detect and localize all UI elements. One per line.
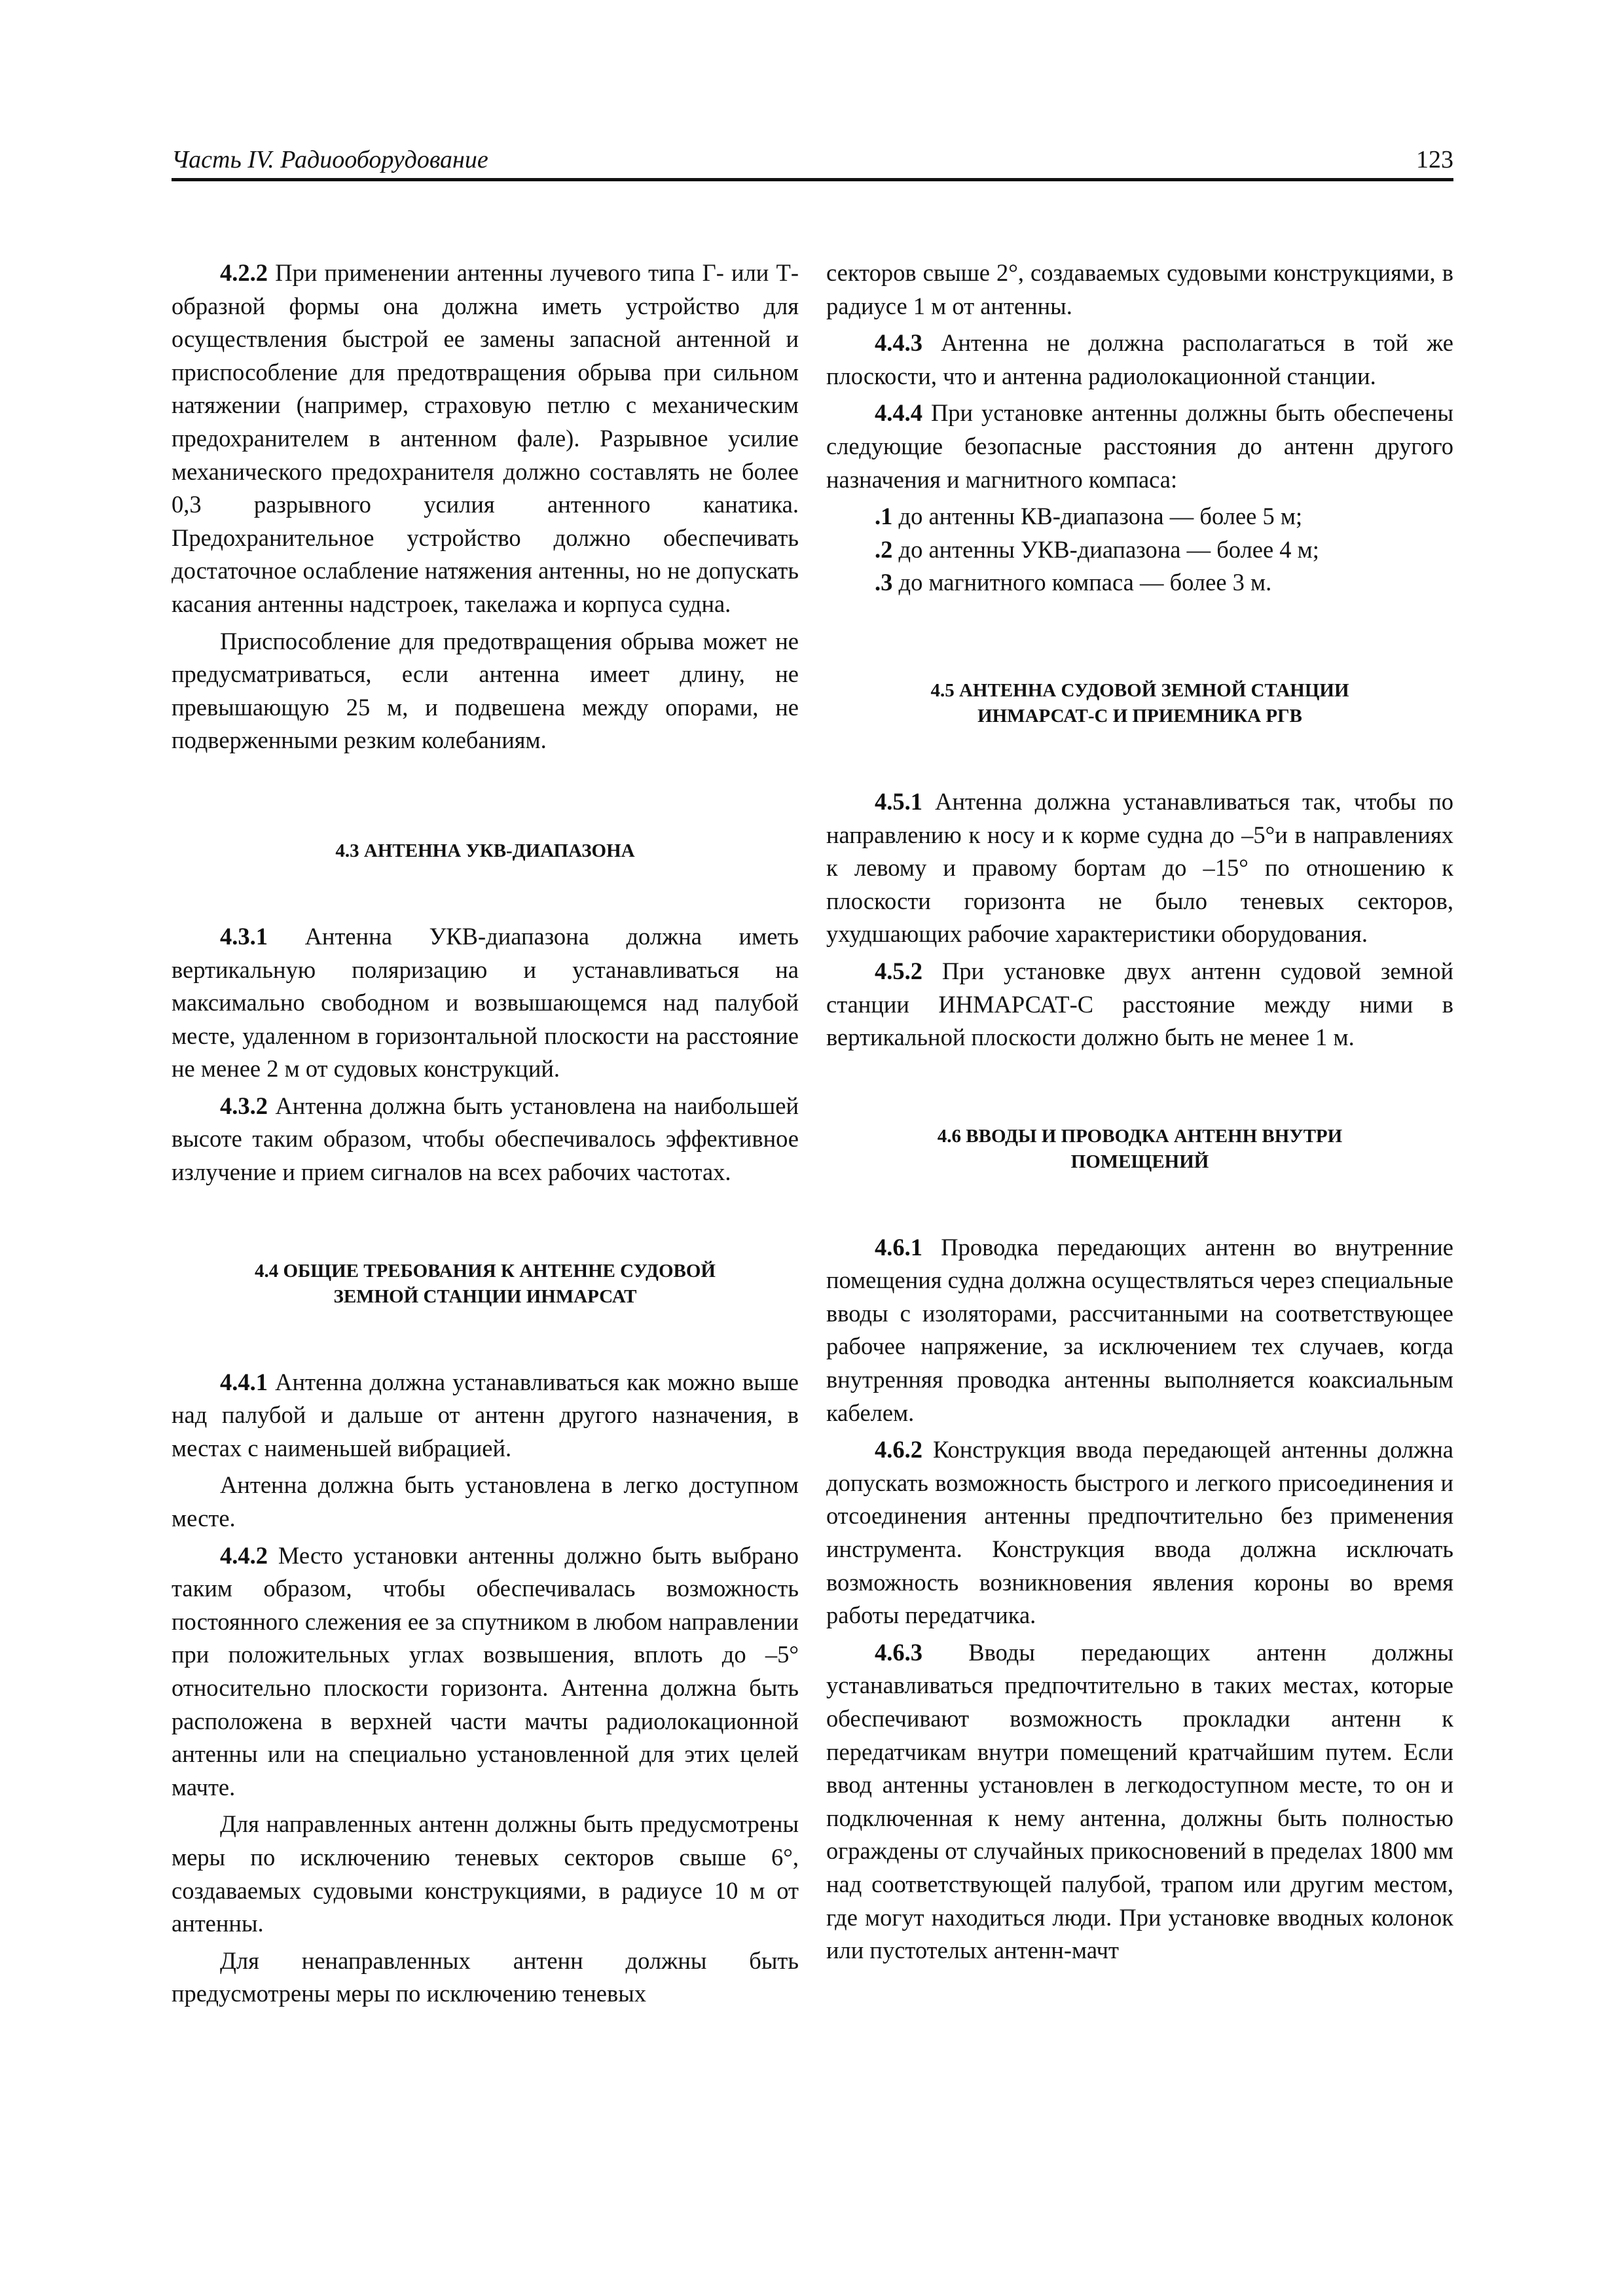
clause-number: 4.5.2 xyxy=(875,957,922,984)
clause-number: 4.3.1 xyxy=(220,922,268,950)
paragraph-4-5-2: 4.5.2 При установке двух антенн судовой земной станции ИНМАРСАТ-С расстояние между ними в вертикальной плоскости должно быть не менее 1 м. xyxy=(826,957,1453,1051)
paragraph-4-4-2-c: Для ненаправленных антенн должны быть предусмотрены меры по исключению теневых xyxy=(172,1946,799,2007)
paragraph-4-5-1: 4.5.1 Антенна должна устанавливаться так, чтобы по направлению к носу и к корме судна до –5°и в направлениях к левому и правому бортам до –15° по отношению к плоскости горизонта не было теневых секторов, ухудшающих рабочие характеристики оборудования. xyxy=(826,787,1453,948)
paragraph-4-4-3: 4.4.3 Антенна не должна располагаться в той же плоскости, что и антенна радиолокационной станции. xyxy=(826,329,1453,389)
list-item: .2 до антенны УКВ-диапазона — более 4 м; xyxy=(875,535,1319,563)
paragraph-4-6-2: 4.6.2 Конструкция ввода передающей антенны должна допускать возможность быстрого и легкого присоединения и отсоединения антенны предпочтительно без применения инструмента. Конструкция ввода должна исключать возможность возникновения явления короны во время работы передатчика. xyxy=(826,1436,1453,1629)
paragraph-4-4-2-b: Для направленных антенн должны быть предусмотрены меры по исключению теневых секторов свыше 6°, создаваемых судовыми конструкциями, в радиусе 10 м от антенны. xyxy=(172,1810,799,1937)
paragraph-continued: секторов свыше 2°, создаваемых судовыми конструкциями, в радиусе 1 м от антенны. xyxy=(826,259,1453,319)
page-header xyxy=(172,143,1453,181)
clause-number: 4.6.2 xyxy=(875,1436,922,1463)
clause-number: 4.4.2 xyxy=(220,1541,268,1569)
clause-number: 4.2.2 xyxy=(220,259,268,286)
clause-number: 4.4.1 xyxy=(220,1368,268,1395)
list-item: .1 до антенны КВ-диапазона — более 5 м; xyxy=(875,503,1303,530)
clause-number: 4.4.3 xyxy=(875,329,922,357)
clause-number: 4.4.4 xyxy=(875,399,922,427)
paragraph-4-4-2: 4.4.2 Место установки антенны должно быть выбрано таким образом, чтобы обеспечивалась возможность постоянного слежения ее за спутником в любом направлении при положительных углах возвышения, вплоть до –5° относительно плоскости горизонта. Антенна должна быть расположена в верхней части мачты радиолокационной антенны или на специально установленной для этих целей мачте. xyxy=(172,1541,799,1801)
paragraph-4-4-1: 4.4.1 Антенна должна устанавливаться как можно выше над палубой и дальше от антенн другого назначения, в местах с наименьшей вибрацией. xyxy=(172,1368,799,1462)
paragraph-4-6-1: 4.6.1 Проводка передающих антенн во внутренние помещения судна должна осуществляться через специальные вводы с изоляторами, рассчитанными на соответствующее рабочее напряжение, за исключением тех случаев, когда внутренняя проводка антенны выполняется коаксиальным кабелем. xyxy=(826,1233,1454,1426)
left-column xyxy=(172,257,799,2015)
section-heading-4-4: 4.4 ОБЩИЕ ТРЕБОВАНИЯ К АНТЕННЕ СУДОВОЙ ЗЕМНОЙ СТАНЦИИ ИНМАРСАТ xyxy=(255,1260,716,1307)
paragraph-4-2-2: 4.2.2 При применении антенны лучевого типа Г- или Т-образной формы она должна иметь устройство для осуществления быстрой ее замены запасной антенной и приспособление для предотвращения обрыва при сильном натяжении (например, страховую петлю с механическим предохранителем в антенном фале). Разрывное усилие механического предохранителя должно составлять не более 0,3 разрывного усилия антенного канатика. Предохранительное устройство должно обеспечивать достаточное ослабление натяжения антенны, но не допускать касания антенны надстроек, такелажа и корпуса судна. xyxy=(172,259,799,617)
clause-number: 4.6.3 xyxy=(875,1638,922,1666)
paragraph-4-4-1-b: Антенна должна быть установлена в легко доступном месте. xyxy=(172,1471,799,1532)
clause-number: 4.5.1 xyxy=(875,787,922,815)
right-column xyxy=(826,257,1453,1971)
paragraph-4-4-4: 4.4.4 При установке антенны должны быть обеспечены следующие безопасные расстояния до антенн другого назначения и магнитного компаса: xyxy=(826,399,1453,493)
clause-number: 4.6.1 xyxy=(875,1233,922,1261)
section-heading-4-6: 4.6 ВВОДЫ И ПРОВОДКА АНТЕНН ВНУТРИ ПОМЕЩЕНИЙ xyxy=(937,1125,1343,1172)
paragraph-4-2-2-b: Приспособление для предотвращения обрыва может не предусматриваться, если антенна имеет длину, не превышающую 25 м, и подвешена между опорами, не подверженными резким колебаниям. xyxy=(172,627,799,754)
paragraph-4-6-3: 4.6.3 Вводы передающих антенн должны устанавливаться предпочтительно в таких местах, которые обеспечивают возможность прокладки антенн к передатчикам внутри помещений кратчайшим путем. Если ввод антенны установлен в легкодоступном месте, то он и подключенная к нему антенна, должны быть полностью ограждены от случайных прикосновений в пределах 1800 мм над соответствующей палубой, трапом или другим местом, где могут находиться люди. При установке вводных колонок или пустотелых антенн-мачт xyxy=(826,1638,1453,1964)
running-title: Часть IV. Радиооборудование xyxy=(172,146,488,173)
list-item: .3 до магнитного компаса — более 3 м. xyxy=(875,569,1272,596)
clause-number: 4.3.2 xyxy=(220,1092,268,1119)
paragraph-4-3-2: 4.3.2 Антенна должна быть установлена на наибольшей высоте таким образом, чтобы обеспечивалось эффективное излучение и прием сигналов на всех рабочих частотах. xyxy=(172,1092,799,1186)
page-number: 123 xyxy=(1416,146,1453,173)
section-heading-4-3: 4.3 АНТЕННА УКВ-ДИАПАЗОНА xyxy=(335,840,635,861)
section-heading-4-5: 4.5 АНТЕННА СУДОВОЙ ЗЕМНОЙ СТАНЦИИ ИНМАРСАТ-С И ПРИЕМНИКА РГВ xyxy=(930,679,1349,726)
paragraph-4-3-1: 4.3.1 Антенна УКВ-диапазона должна иметь вертикальную поляризацию и устанавливаться на максимально свободном и возвышающемся над палубой месте, удаленном в горизонтальной плоскости на расстояние не менее 2 м от судовых конструкций. xyxy=(172,922,799,1083)
